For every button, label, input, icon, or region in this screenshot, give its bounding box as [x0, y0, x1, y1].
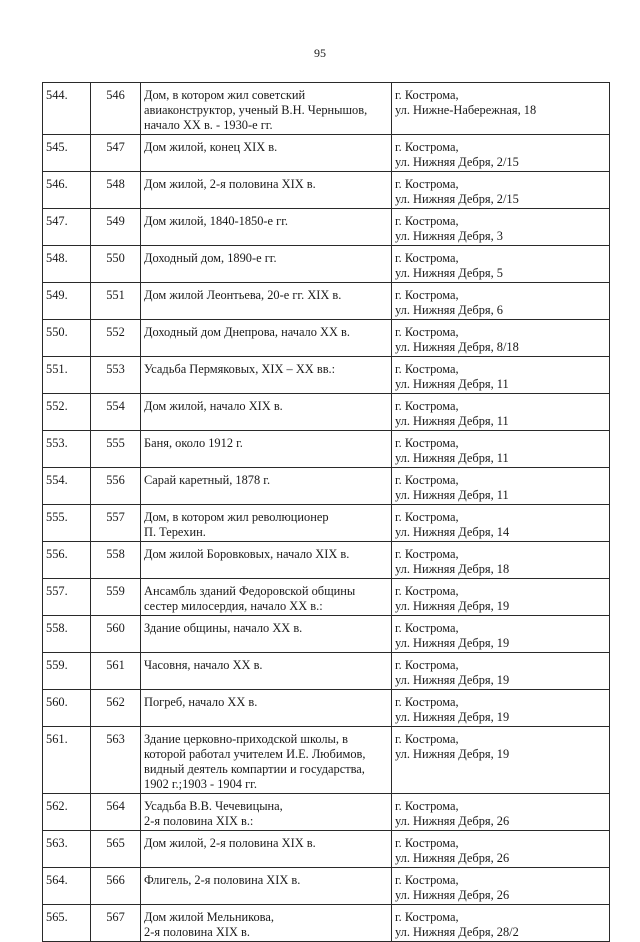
address-line: ул. Нижняя Дебря, 19	[395, 599, 510, 613]
address-cell	[392, 505, 610, 542]
address-cell	[392, 727, 610, 794]
registry-number-cell: 562	[91, 690, 141, 727]
table-row	[43, 283, 610, 320]
address-line: ул. Нижняя Дебря, 19	[395, 673, 510, 687]
address-line: ул. Нижняя Дебря, 28/2	[395, 925, 519, 939]
address-line: г. Кострома,	[395, 362, 459, 376]
object-name-line: Ансамбль зданий Федоровской общины	[144, 584, 356, 598]
object-name-line: Дом жилой Боровковых, начало XIX в.	[144, 547, 350, 561]
object-name-line: сестер милосердия, начало XX в.:	[144, 599, 323, 613]
registry-table-body	[43, 83, 610, 942]
row-number-cell: 562.	[43, 794, 91, 831]
address-line: ул. Нижняя Дебря, 26	[395, 888, 510, 902]
address-cell	[392, 209, 610, 246]
table-row	[43, 542, 610, 579]
registry-number-cell: 554	[91, 394, 141, 431]
object-name-cell	[141, 690, 392, 727]
row-number-cell: 550.	[43, 320, 91, 357]
address-cell	[392, 616, 610, 653]
object-name-line: Дом, в котором жил советский	[144, 88, 306, 102]
address-line: ул. Нижняя Дебря, 3	[395, 229, 503, 243]
address-line: г. Кострома,	[395, 621, 459, 635]
object-name-line: Здание церковно-приходской школы, в	[144, 732, 348, 746]
object-name-cell	[141, 616, 392, 653]
object-name-line: Дом жилой, начало XIX в.	[144, 399, 283, 413]
object-name-line: 2-я половина XIX в.	[144, 925, 250, 939]
address-line: г. Кострома,	[395, 873, 459, 887]
row-number-cell: 561.	[43, 727, 91, 794]
registry-number-cell: 558	[91, 542, 141, 579]
address-cell	[392, 135, 610, 172]
object-name-line: 2-я половина XIX в.:	[144, 814, 254, 828]
address-line: г. Кострома,	[395, 799, 459, 813]
object-name-line: Дом жилой Мельникова,	[144, 910, 274, 924]
row-number-cell: 553.	[43, 431, 91, 468]
table-row	[43, 868, 610, 905]
registry-number-cell: 550	[91, 246, 141, 283]
address-line: г. Кострома,	[395, 695, 459, 709]
registry-number-cell: 547	[91, 135, 141, 172]
address-cell	[392, 468, 610, 505]
address-line: г. Кострома,	[395, 732, 459, 746]
address-line: г. Кострома,	[395, 88, 459, 102]
address-cell	[392, 905, 610, 942]
address-line: г. Кострома,	[395, 177, 459, 191]
address-line: г. Кострома,	[395, 288, 459, 302]
row-number-cell: 556.	[43, 542, 91, 579]
address-line: ул. Нижняя Дебря, 19	[395, 747, 510, 761]
object-name-line: Усадьба В.В. Чечевицына,	[144, 799, 283, 813]
row-number-cell: 558.	[43, 616, 91, 653]
object-name-cell	[141, 579, 392, 616]
object-name-line: Дом жилой, 2-я половина XIX в.	[144, 177, 316, 191]
registry-number-cell: 557	[91, 505, 141, 542]
address-cell	[392, 394, 610, 431]
table-row	[43, 579, 610, 616]
object-name-line: Дом жилой, конец XIX в.	[144, 140, 278, 154]
registry-number-cell: 563	[91, 727, 141, 794]
registry-number-cell: 549	[91, 209, 141, 246]
address-line: г. Кострома,	[395, 510, 459, 524]
object-name-cell	[141, 542, 392, 579]
address-cell	[392, 690, 610, 727]
row-number-cell: 564.	[43, 868, 91, 905]
table-row	[43, 831, 610, 868]
address-line: г. Кострома,	[395, 140, 459, 154]
table-row	[43, 794, 610, 831]
table-row	[43, 431, 610, 468]
table-row	[43, 394, 610, 431]
row-number-cell: 551.	[43, 357, 91, 394]
object-name-cell	[141, 283, 392, 320]
row-number-cell: 557.	[43, 579, 91, 616]
row-number-cell: 545.	[43, 135, 91, 172]
address-line: ул. Нижняя Дебря, 19	[395, 636, 510, 650]
row-number-cell: 544.	[43, 83, 91, 135]
object-name-cell	[141, 83, 392, 135]
object-name-line: видный деятель компартии и государства,	[144, 762, 365, 776]
address-cell	[392, 831, 610, 868]
row-number-cell: 563.	[43, 831, 91, 868]
address-line: г. Кострома,	[395, 325, 459, 339]
object-name-cell	[141, 394, 392, 431]
address-cell	[392, 320, 610, 357]
object-name-cell	[141, 653, 392, 690]
object-name-cell	[141, 209, 392, 246]
address-cell	[392, 579, 610, 616]
object-name-cell	[141, 831, 392, 868]
object-name-line: Флигель, 2-я половина XIX в.	[144, 873, 301, 887]
table-row	[43, 320, 610, 357]
address-line: г. Кострома,	[395, 214, 459, 228]
object-name-line: начало XX в. - 1930-е гг.	[144, 118, 273, 132]
object-name-cell	[141, 357, 392, 394]
address-line: ул. Нижняя Дебря, 11	[395, 451, 509, 465]
table-row	[43, 616, 610, 653]
address-line: г. Кострома,	[395, 473, 459, 487]
registry-number-cell: 555	[91, 431, 141, 468]
address-line: ул. Нижняя Дебря, 6	[395, 303, 503, 317]
address-line: ул. Нижняя Дебря, 11	[395, 377, 509, 391]
address-line: ул. Нижняя Дебря, 2/15	[395, 192, 519, 206]
address-cell	[392, 172, 610, 209]
row-number-cell: 547.	[43, 209, 91, 246]
table-row	[43, 468, 610, 505]
object-name-cell	[141, 320, 392, 357]
object-name-line: Сарай каретный, 1878 г.	[144, 473, 271, 487]
table-row	[43, 357, 610, 394]
address-cell	[392, 431, 610, 468]
address-cell	[392, 283, 610, 320]
object-name-cell	[141, 135, 392, 172]
row-number-cell: 560.	[43, 690, 91, 727]
address-cell	[392, 868, 610, 905]
object-name-line: Дом жилой, 2-я половина XIX в.	[144, 836, 316, 850]
registry-number-cell: 564	[91, 794, 141, 831]
object-name-cell	[141, 727, 392, 794]
address-line: г. Кострома,	[395, 584, 459, 598]
registry-number-cell: 567	[91, 905, 141, 942]
registry-number-cell: 559	[91, 579, 141, 616]
address-line: ул. Нижняя Дебря, 5	[395, 266, 503, 280]
row-number-cell: 546.	[43, 172, 91, 209]
table-row	[43, 653, 610, 690]
row-number-cell: 552.	[43, 394, 91, 431]
registry-number-cell: 553	[91, 357, 141, 394]
address-line: г. Кострома,	[395, 547, 459, 561]
registry-number-cell: 548	[91, 172, 141, 209]
address-line: г. Кострома,	[395, 658, 459, 672]
table-row	[43, 505, 610, 542]
row-number-cell: 548.	[43, 246, 91, 283]
object-name-line: Усадьба Пермяковых, XIX – XX вв.:	[144, 362, 336, 376]
address-line: ул. Нижняя Дебря, 8/18	[395, 340, 519, 354]
object-name-line: Доходный дом, 1890-е гг.	[144, 251, 277, 265]
table-row	[43, 727, 610, 794]
registry-number-cell: 566	[91, 868, 141, 905]
address-line: г. Кострома,	[395, 399, 459, 413]
table-row	[43, 135, 610, 172]
address-cell	[392, 357, 610, 394]
address-line: ул. Нижняя Дебря, 19	[395, 710, 510, 724]
object-name-line: Часовня, начало XX в.	[144, 658, 263, 672]
address-line: г. Кострома,	[395, 836, 459, 850]
address-line: ул. Нижняя Дебря, 14	[395, 525, 510, 539]
object-name-cell	[141, 505, 392, 542]
object-name-line: Погреб, начало XX в.	[144, 695, 258, 709]
object-name-line: Дом жилой, 1840-1850-е гг.	[144, 214, 289, 228]
object-name-line: Баня, около 1912 г.	[144, 436, 243, 450]
table-row	[43, 246, 610, 283]
row-number-cell: 565.	[43, 905, 91, 942]
registry-number-cell: 546	[91, 83, 141, 135]
address-line: ул. Нижняя Дебря, 11	[395, 414, 509, 428]
address-line: ул. Нижне-Набережная, 18	[395, 103, 537, 117]
registry-number-cell: 565	[91, 831, 141, 868]
object-name-line: авиаконструктор, ученый В.Н. Чернышов,	[144, 103, 368, 117]
object-name-line: Дом жилой Леонтьева, 20-е гг. XIX в.	[144, 288, 342, 302]
registry-number-cell: 560	[91, 616, 141, 653]
table-row	[43, 905, 610, 942]
object-name-line: которой работал учителем И.Е. Любимов,	[144, 747, 366, 761]
address-cell	[392, 542, 610, 579]
registry-number-cell: 561	[91, 653, 141, 690]
address-line: ул. Нижняя Дебря, 26	[395, 814, 510, 828]
row-number-cell: 555.	[43, 505, 91, 542]
address-line: г. Кострома,	[395, 910, 459, 924]
address-cell	[392, 794, 610, 831]
object-name-line: П. Терехин.	[144, 525, 206, 539]
object-name-cell	[141, 468, 392, 505]
address-line: ул. Нижняя Дебря, 18	[395, 562, 510, 576]
row-number-cell: 549.	[43, 283, 91, 320]
object-name-line: 1902 г.;1903 - 1904 гг.	[144, 777, 257, 791]
object-name-line: Дом, в котором жил революционер	[144, 510, 329, 524]
page-number: 95	[314, 46, 326, 60]
object-name-cell	[141, 246, 392, 283]
object-name-cell	[141, 172, 392, 209]
registry-number-cell: 552	[91, 320, 141, 357]
object-name-line: Доходный дом Днепрова, начало XX в.	[144, 325, 350, 339]
object-name-cell	[141, 431, 392, 468]
object-name-cell	[141, 905, 392, 942]
table-row	[43, 209, 610, 246]
table-row	[43, 172, 610, 209]
address-cell	[392, 653, 610, 690]
object-name-line: Здание общины, начало XX в.	[144, 621, 303, 635]
address-cell	[392, 83, 610, 135]
object-name-cell	[141, 868, 392, 905]
row-number-cell: 559.	[43, 653, 91, 690]
address-line: ул. Нижняя Дебря, 2/15	[395, 155, 519, 169]
address-line: г. Кострома,	[395, 436, 459, 450]
table-row	[43, 83, 610, 135]
row-number-cell: 554.	[43, 468, 91, 505]
address-line: ул. Нижняя Дебря, 26	[395, 851, 510, 865]
registry-number-cell: 551	[91, 283, 141, 320]
address-line: г. Кострома,	[395, 251, 459, 265]
registry-number-cell: 556	[91, 468, 141, 505]
table-row	[43, 690, 610, 727]
address-cell	[392, 246, 610, 283]
object-name-cell	[141, 794, 392, 831]
heritage-registry-table	[42, 82, 610, 942]
address-line: ул. Нижняя Дебря, 11	[395, 488, 509, 502]
